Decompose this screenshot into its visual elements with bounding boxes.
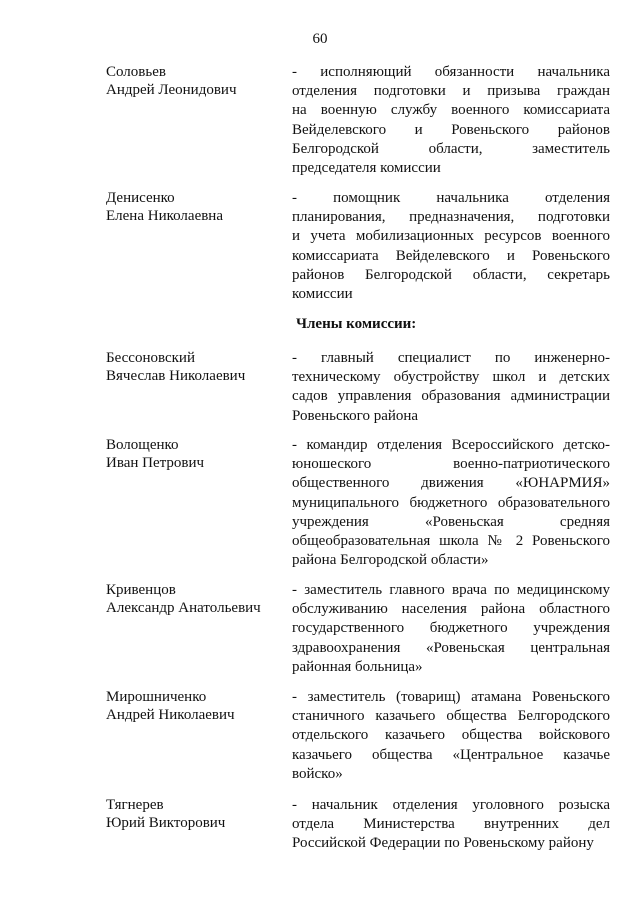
- role-line: - заместитель (товарищ) атамана Ровеньского: [292, 689, 610, 705]
- role-line: садов управления образования администрации: [292, 388, 610, 405]
- member-given-names: Александр Анатольевич: [106, 599, 261, 616]
- member-surname: Кривенцов: [106, 582, 176, 598]
- role-line: юношеского военно-патриотического: [292, 456, 610, 473]
- role-line: отдела Министерства внутренних дел: [292, 816, 610, 833]
- member-name: [106, 582, 286, 617]
- member-given-names: Иван Петрович: [106, 454, 205, 471]
- member-name: [106, 437, 286, 472]
- role-line: Вейделевского и Ровеньского районов: [292, 121, 610, 138]
- role-line: государственного бюджетного учреждения: [292, 620, 610, 637]
- member-role: [292, 796, 610, 854]
- member-surname: Волощенко: [106, 437, 179, 453]
- member-surname: Денисенко: [106, 190, 175, 206]
- role-line: района Белгородской области»: [292, 552, 489, 569]
- page-number: 60: [312, 31, 328, 47]
- member-name: [106, 689, 286, 724]
- role-line: обслуживанию населения района областного: [292, 601, 610, 618]
- member-role: [292, 581, 610, 677]
- role-line: - главный специалист по инженерно-: [292, 350, 610, 366]
- member-name: [106, 797, 286, 832]
- member-role: [292, 63, 610, 178]
- role-line: - начальник отделения уголовного розыска: [292, 797, 610, 813]
- role-line: - исполняющий обязанности начальника: [292, 64, 610, 80]
- role-line: комиссариата Вейделевского и Ровеньского: [292, 247, 610, 264]
- member-given-names: Андрей Леонидович: [106, 81, 237, 98]
- member-surname: Тягнерев: [106, 797, 164, 813]
- role-line: Ровеньского района: [292, 407, 419, 424]
- role-line: комиссии: [292, 286, 353, 303]
- role-line: муниципального бюджетного образовательного: [292, 494, 610, 511]
- member-given-names: Юрий Викторович: [106, 814, 226, 831]
- role-line: войско»: [292, 765, 343, 782]
- role-line: районная больница»: [292, 658, 423, 675]
- member-surname: Мирошниченко: [106, 689, 207, 705]
- member-role: [292, 436, 610, 570]
- role-line: - командир отделения Всероссийского детско-: [292, 437, 610, 453]
- role-line: и учета мобилизационных ресурсов военного: [292, 228, 610, 245]
- role-line: районов Белгородской области, секретарь: [292, 266, 610, 283]
- member-surname: Бессоновский: [106, 350, 195, 366]
- role-line: учреждения «Ровеньская средняя: [292, 513, 610, 530]
- member-given-names: Елена Николаевна: [106, 207, 223, 224]
- role-line: - помощник начальника отделения: [292, 190, 610, 206]
- member-surname: Соловьев: [106, 64, 166, 80]
- role-line: председателя комиссии: [292, 160, 441, 177]
- member-role: [292, 189, 610, 304]
- role-line: планирования, предназначения, подготовки: [292, 209, 610, 226]
- role-line: Российской Федерации по Ровеньскому району: [292, 835, 594, 852]
- role-line: отдельского казачьего общества войскового: [292, 727, 610, 744]
- member-role: [292, 688, 610, 784]
- role-line: общественного движения «ЮНАРМИЯ»: [292, 475, 610, 492]
- role-line: - заместитель главного врача по медицинскому: [292, 582, 610, 598]
- role-line: техническому обустройству школ и детских: [292, 369, 610, 386]
- member-name: [106, 190, 286, 225]
- member-name: [106, 350, 286, 385]
- role-line: на военную службу военного комиссариата: [292, 102, 610, 119]
- member-given-names: Вячеслав Николаевич: [106, 367, 246, 384]
- role-line: здравоохранения «Ровеньская центральная: [292, 639, 610, 656]
- role-line: общеобразовательная школа № 2 Ровеньского: [292, 533, 610, 550]
- role-line: Белгородской области, заместитель: [292, 140, 610, 157]
- member-name: [106, 64, 286, 99]
- role-line: казачьего общества «Центральное казачье: [292, 746, 610, 763]
- member-given-names: Андрей Николаевич: [106, 706, 235, 723]
- members-heading: Члены комиссии:: [296, 316, 417, 332]
- role-line: отделения подготовки и призыва граждан: [292, 83, 610, 100]
- role-line: станичного казачьего общества Белгородского: [292, 708, 610, 725]
- member-role: [292, 349, 610, 426]
